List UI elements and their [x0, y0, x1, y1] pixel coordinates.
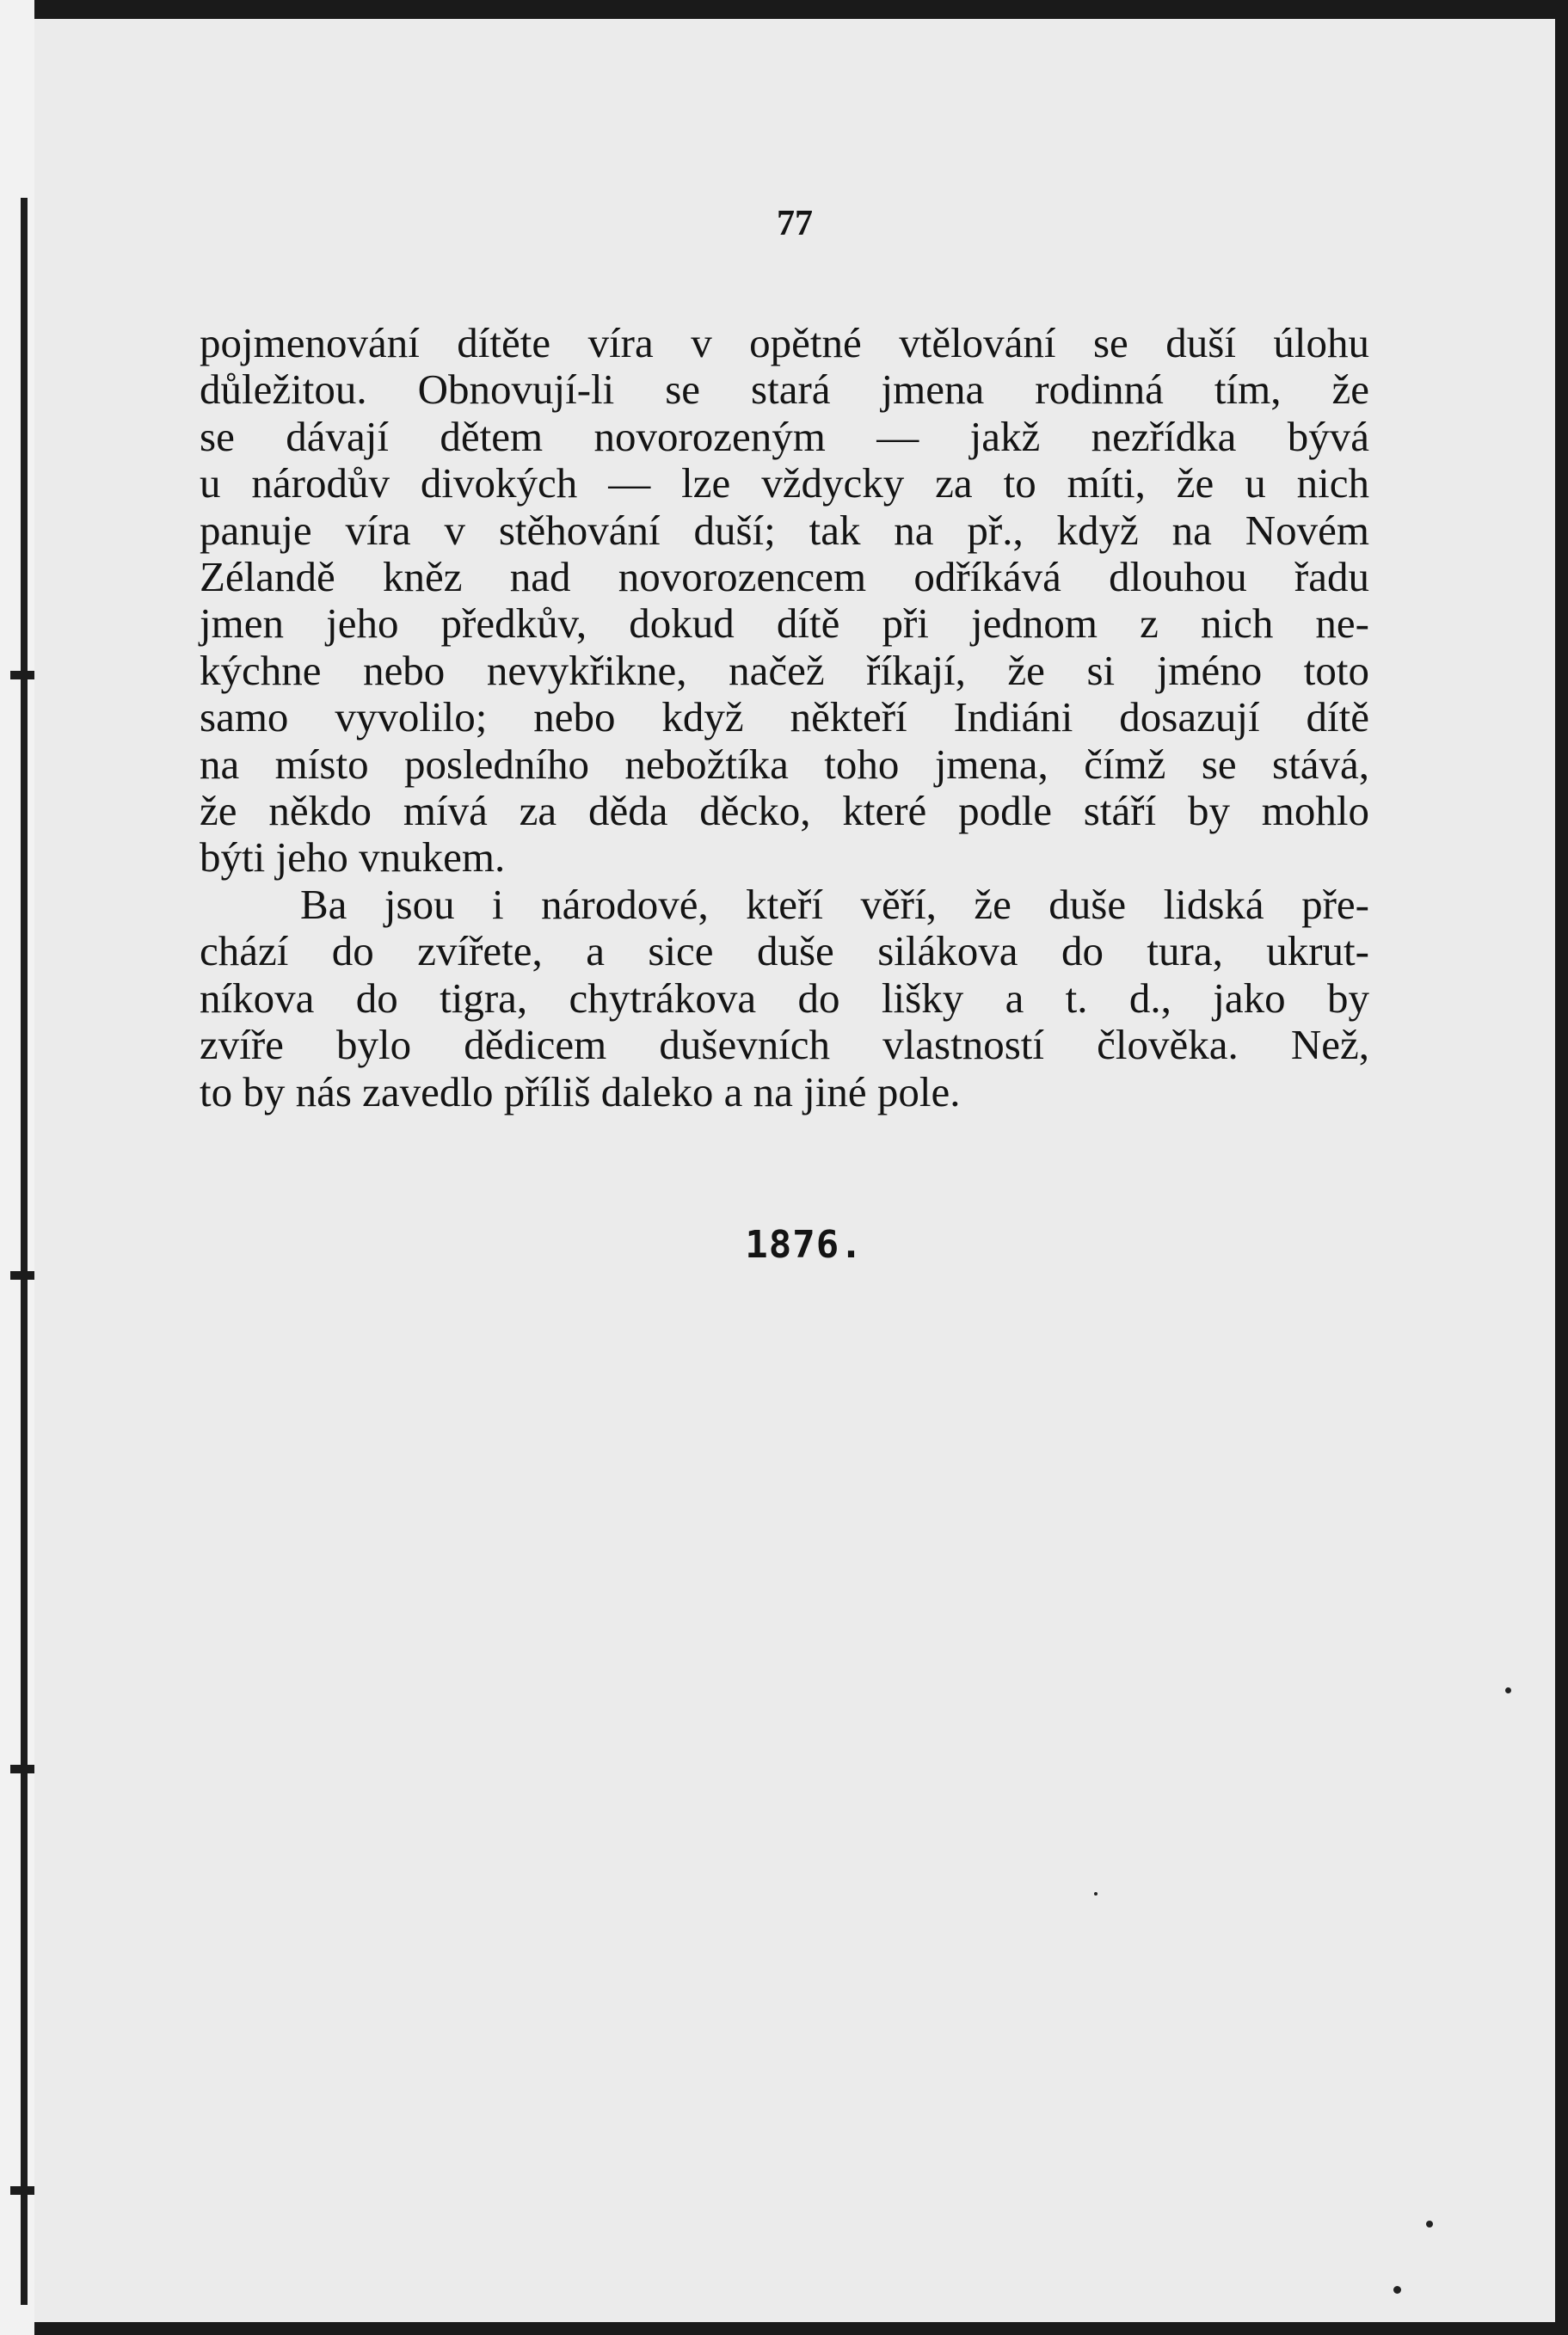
text-line: samo vyvolilo; nebo když někteří Indiáni dosazují dítě: [200, 693, 1369, 741]
text-line: panuje víra v stěhování duší; tak na př., když na Novém: [200, 506, 1369, 554]
body-text: [200, 320, 1369, 1115]
text-line: býti jeho vnukem.: [200, 833, 506, 882]
text-line: to by nás zavedlo příliš daleko a na jiné pole.: [200, 1067, 961, 1115]
paper-speck: [1505, 1687, 1511, 1693]
spine-edge: [21, 198, 28, 2305]
text-line: Zélandě kněz nad novorozencem odříkává dlouhou řadu: [200, 553, 1369, 601]
page-number: 77: [777, 204, 813, 243]
text-line: Ba jsou i národové, kteří věří, že duše lidská pře-: [300, 880, 1369, 928]
text-line: se dávají dětem novorozeným — jakž nezřídka bývá: [200, 412, 1369, 460]
paper-speck: [1393, 2286, 1401, 2294]
text-line: zvíře bylo dědicem duševních vlastností člověka. Než,: [200, 1021, 1369, 1069]
text-line: na místo posledního nebožtíka toho jmena, čímž se stává,: [200, 740, 1369, 788]
text-line: kýchne nebo nevykřikne, načež říkají, že si jméno toto: [200, 646, 1369, 694]
text-line: níkova do tigra, chytrákova do lišky a t. d., jako by: [200, 974, 1369, 1022]
text-line: u národův divokých — lze vždycky za to míti, že u nich: [200, 459, 1369, 507]
text-line: důležitou. Obnovují-li se stará jmena rodinná tím, že: [200, 366, 1369, 414]
paper-speck: [1094, 1892, 1098, 1896]
text-line: chází do zvířete, a sice duše silákova do tura, ukrut-: [200, 927, 1369, 975]
text-line: jmen jeho předkův, dokud dítě při jednom z nich ne-: [200, 599, 1369, 648]
year-footer: 1876.: [745, 1223, 864, 1267]
paper-speck: [1426, 2221, 1433, 2227]
book-page: [34, 19, 1555, 2322]
book-spine: [0, 0, 34, 2335]
text-line: že někdo mívá za děda děcko, které podle stáří by mohlo: [200, 787, 1369, 835]
text-line: pojmenování dítěte víra v opětné vtělování se duší úlohu: [200, 319, 1369, 366]
